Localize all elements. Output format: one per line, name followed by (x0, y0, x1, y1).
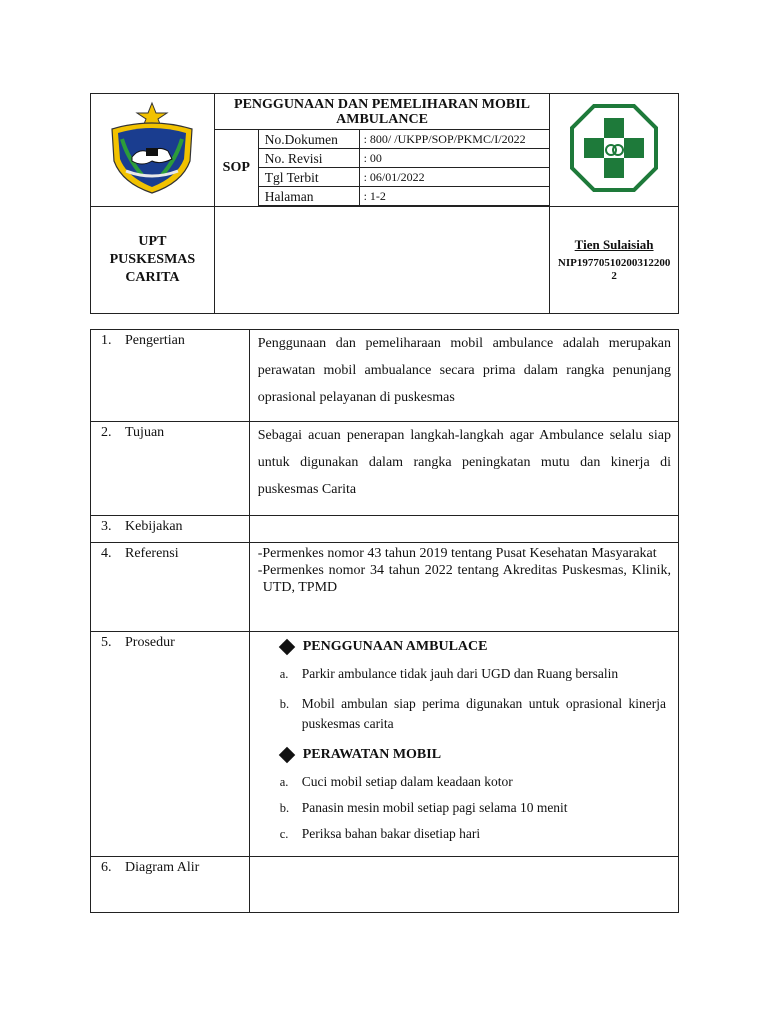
label-cell (91, 632, 250, 857)
procedure-step (280, 824, 666, 844)
row-label: Referensi (125, 546, 179, 561)
procedure-step (280, 694, 666, 734)
step-letter: b. (279, 801, 290, 815)
regency-emblem-icon (102, 99, 202, 197)
kebijakan-text (249, 516, 678, 543)
blank-header-cell (214, 207, 549, 314)
signatory-nip: NIP197705102003122002 (557, 257, 671, 282)
signatory-name: Tien Sulaisiah (574, 237, 654, 252)
unit-line-2: PUSKESMAS (109, 252, 196, 267)
row-label: Pengertian (125, 333, 185, 348)
meta-label-page: Halaman (258, 187, 359, 206)
row-label: Diagram Alir (125, 860, 200, 875)
diagram-alir-cell (249, 857, 678, 913)
row-tujuan (91, 422, 679, 516)
row-referensi (91, 543, 679, 632)
step-text: Parkir ambulance tidak jauh dari UGD dan Ruang bersalin (301, 666, 619, 681)
procedure-section-heading (280, 636, 666, 658)
step-text: Panasin mesin mobil setiap pagi selama 10 menit (301, 800, 568, 815)
step-letter: c. (279, 827, 289, 841)
section-title: PERAWATAN MOBIL (302, 747, 442, 762)
puskesmas-logo-icon (568, 102, 660, 194)
referensi-list (249, 543, 678, 632)
meta-label-issue-date: Tgl Terbit (258, 168, 359, 187)
meta-label-doc-number: No.Dokumen (258, 130, 359, 149)
row-diagram-alir (91, 857, 679, 913)
step-letter: a. (279, 667, 289, 681)
label-cell (91, 516, 250, 543)
step-text: Mobil ambulan siap perima digunakan untuk oprasional kinerja puskesmas carita (301, 696, 666, 731)
step-text: Periksa bahan bakar disetiap hari (301, 826, 481, 841)
row-kebijakan (91, 516, 679, 543)
procedure-step (280, 772, 666, 792)
section-title: PENGGUNAAN AMBULACE (302, 639, 488, 654)
pengertian-text: Penggunaan dan pemeliharaan mobil ambulance adalah merupakan perawatan mobil ambualance secara prima dalam rangka penunjang oprasional pelayanan di puskesmas (249, 330, 678, 422)
diamond-bullet-icon (280, 640, 294, 654)
procedure-section-heading (280, 744, 666, 766)
meta-value-doc-number: : 800/ /UKPP/SOP/PKMC/I/2022 (359, 130, 550, 149)
step-letter: b. (279, 697, 290, 711)
row-number: 2. (101, 425, 112, 440)
label-cell (91, 857, 250, 913)
unit-name (91, 207, 215, 314)
document-title: PENGGUNAAN DAN PEMELIHARAN MOBIL AMBULANCE (214, 94, 549, 130)
row-pengertian (91, 330, 679, 422)
procedure-step (280, 664, 666, 684)
procedure-step (280, 798, 666, 818)
meta-value-page: : 1-2 (359, 187, 550, 206)
meta-value-revision: : 00 (359, 149, 550, 168)
signatory-block (550, 207, 679, 314)
row-label: Tujuan (125, 425, 165, 440)
sop-header-table (90, 93, 679, 314)
prosedur-content (249, 632, 678, 857)
meta-value-issue-date: : 06/01/2022 (359, 168, 550, 187)
regency-logo-cell (91, 94, 215, 207)
row-label: Prosedur (125, 635, 175, 650)
unit-line-3: CARITA (125, 270, 180, 285)
label-cell (91, 422, 250, 516)
row-number: 5. (101, 635, 112, 650)
sop-content-table (90, 329, 679, 913)
reference-item: -Permenkes nomor 43 tahun 2019 tentang Pusat Kesehatan Masyarakat (257, 546, 657, 561)
diamond-bullet-icon (280, 748, 294, 762)
puskesmas-logo-cell (550, 94, 679, 207)
row-number: 4. (101, 546, 112, 561)
sop-label: SOP (214, 130, 258, 207)
reference-item: -Permenkes nomor 34 tahun 2022 tentang Akreditas Puskesmas, Klinik, UTD, TPMD (257, 563, 671, 595)
tujuan-text: Sebagai acuan penerapan langkah-langkah agar Ambulance selalu siap untuk digunakan dalam rangka peningkatan mutu dan kinerja di puskesmas Carita (249, 422, 678, 516)
step-text: Cuci mobil setiap dalam keadaan kotor (301, 774, 513, 789)
row-number: 3. (101, 519, 112, 534)
label-cell (91, 330, 250, 422)
meta-label-revision: No. Revisi (258, 149, 359, 168)
row-number: 6. (101, 860, 112, 875)
row-prosedur (91, 632, 679, 857)
row-label: Kebijakan (125, 519, 183, 534)
label-cell (91, 543, 250, 632)
step-letter: a. (279, 775, 289, 789)
unit-line-1: UPT (138, 234, 167, 249)
row-number: 1. (101, 333, 112, 348)
